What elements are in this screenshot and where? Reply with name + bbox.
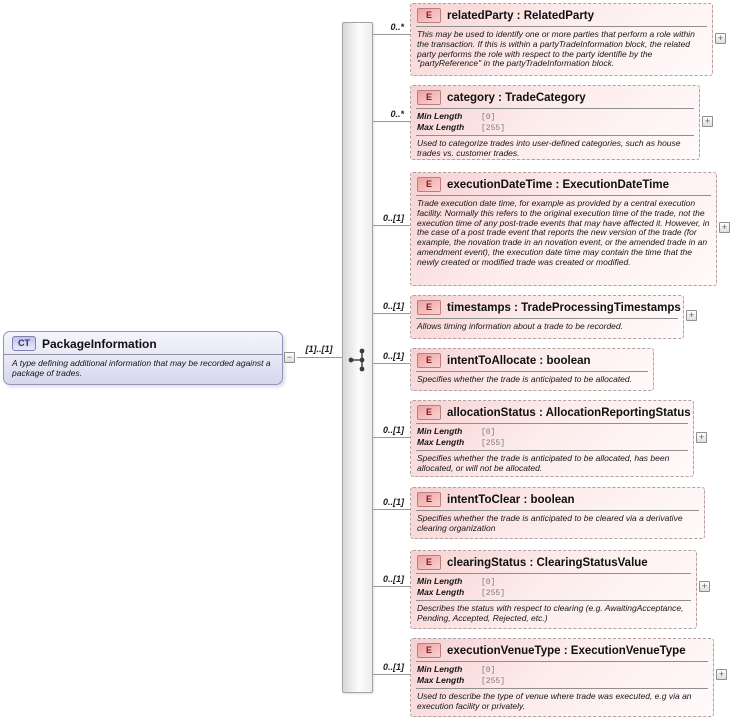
element-title: category : TradeCategory — [447, 91, 586, 104]
element-badge: E — [417, 90, 441, 105]
occurrence-label: 0..[1] — [382, 213, 404, 223]
expand-icon[interactable]: + — [686, 310, 697, 321]
connector-line — [373, 586, 410, 587]
element-title: allocationStatus : AllocationReportingStatus — [447, 406, 691, 419]
occurrence-label: 0..[1] — [382, 662, 404, 672]
element-box-intentToClear[interactable] — [410, 487, 705, 539]
element-badge: E — [417, 177, 441, 192]
connector-line — [373, 674, 410, 675]
root-occurrence-label: [1]..[1] — [305, 344, 333, 354]
element-title: timestamps : TradeProcessingTimestamps — [447, 301, 681, 314]
element-badge: E — [417, 555, 441, 570]
occurrence-label: 0..* — [390, 109, 404, 119]
element-description: Specifies whether the trade is anticipated to be cleared via a derivative clearing organization — [417, 513, 683, 533]
element-box-executionVenueType[interactable] — [410, 638, 714, 717]
element-title: relatedParty : RelatedParty — [447, 9, 595, 22]
occurrence-label: 0..[1] — [382, 425, 404, 435]
element-box-executionDateTime[interactable] — [410, 172, 717, 286]
occurrence-label: 0..[1] — [382, 351, 404, 361]
element-badge: E — [417, 353, 441, 368]
element-badge: E — [417, 405, 441, 420]
connector-line — [373, 509, 410, 510]
connector-line — [373, 225, 410, 226]
element-badge: E — [417, 643, 441, 658]
element-description: Allows timing information about a trade to be recorded. — [417, 321, 624, 331]
complex-type-badge: CT — [12, 336, 36, 351]
expand-icon[interactable]: + — [699, 581, 710, 592]
complex-type-box[interactable] — [3, 331, 283, 385]
expand-icon[interactable]: + — [715, 33, 726, 44]
element-description: Specifies whether the trade is anticipated to be allocated. — [417, 374, 632, 384]
expand-icon[interactable]: + — [702, 116, 713, 127]
connector-line — [297, 357, 342, 358]
element-title: intentToClear : boolean — [447, 493, 575, 506]
element-box-timestamps[interactable] — [410, 295, 684, 339]
element-description: Used to describe the type of venue where trade was executed, e.g via an execution facility or privately. — [417, 691, 692, 711]
complex-type-description: A type defining additional information that may be recorded against a package of trades. — [12, 358, 271, 378]
facet-list: Min Length [0] Max Length [255] — [417, 426, 506, 448]
element-badge: E — [417, 300, 441, 315]
element-box-clearingStatus[interactable] — [410, 550, 697, 629]
occurrence-label: 0..[1] — [382, 497, 404, 507]
element-description: Describes the status with respect to clearing (e.g. AwaitingAcceptance, Pending, Accepted, Rejected, etc.) — [417, 603, 684, 623]
element-title: clearingStatus : ClearingStatusValue — [447, 556, 648, 569]
expand-icon[interactable]: + — [716, 669, 727, 680]
element-description: This may be used to identify one or more parties that perform a role within the transaction. If this is within a partyTradeInformation block, the related party performs the role with respect to the party identifie by the "partyReference" in the partyTradeInformation block. — [417, 29, 695, 69]
occurrence-label: 0..[1] — [382, 301, 404, 311]
occurrence-label: 0..[1] — [382, 574, 404, 584]
element-box-category[interactable] — [410, 85, 700, 160]
element-box-allocationStatus[interactable] — [410, 400, 694, 477]
complex-type-header — [4, 332, 282, 354]
connector-line — [373, 121, 410, 122]
element-box-intentToAllocate[interactable] — [410, 348, 654, 391]
facet-list: Min Length [0] Max Length [255] — [417, 664, 506, 686]
expand-icon[interactable]: + — [696, 432, 707, 443]
element-description: Used to categorize trades into user-defined categories, such as house trades vs. customer trades. — [417, 138, 681, 158]
occurrence-label: 0..* — [390, 22, 404, 32]
connector-line — [373, 313, 410, 314]
element-title: executionVenueType : ExecutionVenueType — [447, 644, 686, 657]
connector-line — [373, 34, 410, 35]
element-box-relatedParty[interactable] — [410, 3, 713, 76]
connector-line — [373, 363, 410, 364]
element-description: Specifies whether the trade is anticipated to be allocated, has been allocated, or will not be allocated. — [417, 453, 670, 473]
connector-line — [373, 437, 410, 438]
facet-list: Min Length [0] Max Length [255] — [417, 111, 506, 133]
element-title: executionDateTime : ExecutionDateTime — [447, 178, 669, 191]
complex-type-name: PackageInformation — [42, 336, 157, 351]
element-description: Trade execution date time, for example as provided by a central execution facility. Normally this refers to the original execution time of the trade, not the execution time of any post-trade events that may have affected it. However, in the case of a post trade event that reports the new version of the trade (for example, the novation trade in an novation event, or the amended trade in an amendment event), the execution date time may contain the time that the newly created or modified trade was created or modified. — [417, 198, 710, 267]
sequence-icon — [346, 347, 370, 373]
element-title: intentToAllocate : boolean — [447, 354, 591, 367]
element-badge: E — [417, 8, 441, 23]
facet-list: Min Length [0] Max Length [255] — [417, 576, 506, 598]
expand-icon[interactable]: + — [719, 222, 730, 233]
collapse-icon[interactable]: − — [284, 352, 295, 363]
element-badge: E — [417, 492, 441, 507]
